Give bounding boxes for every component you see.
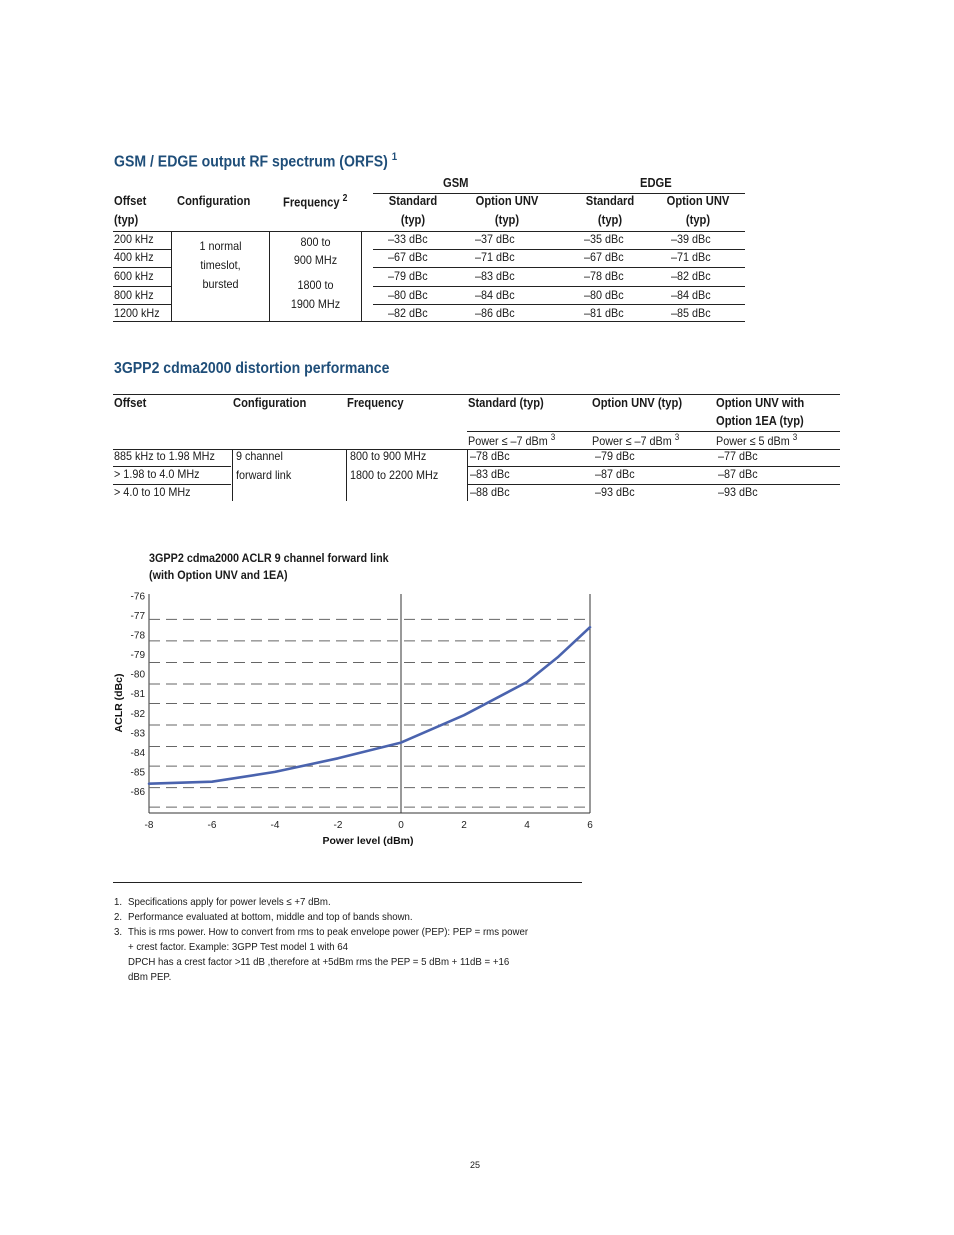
edge-col-unv: Option UNV [666,193,730,208]
footnote-text: This is rms power. How to convert from rms to peak envelope power (PEP): PEP = rms power [128,926,529,938]
y-tick-label: -83 [130,728,145,740]
gsm-unv-cell: –86 dBc [475,306,515,320]
footnote-text: Performance evaluated at bottom, middle and top of bands shown. [128,911,413,923]
gsm-config-line: 1 normal [199,239,242,253]
footnote-number: 3. [114,926,123,938]
gsm-col-offset-sub: (typ) [114,212,139,227]
gsm-std-cell: –67 dBc [388,250,428,264]
gsm-col-std: Standard [388,193,438,208]
cdma-1ea-cell: –93 dBc [718,485,758,499]
edge-col-std: Standard [585,193,635,208]
gsm-unv-cell: –37 dBc [475,232,515,246]
gsm-section-title: GSM / EDGE output RF spectrum (ORFS) $^1$ [114,151,398,171]
edge-unv-cell: –85 dBc [671,306,711,320]
y-tick-label: -85 [130,767,145,779]
cdma-1ea-cell: –77 dBc [718,449,758,463]
gsm-group-header: GSM [443,175,469,190]
edge-group-header: EDGE [640,175,672,190]
gsm-std-cell: –33 dBc [388,232,428,246]
footnote-text: DPCH has a crest factor >11 dB ,therefore at +5dBm rms the PEP = 5 dBm + 11dB = +16 [128,956,510,968]
cdma-std-cell: –78 dBc [470,449,510,463]
cdma-offset-cell: > 1.98 to 4.0 MHz [114,467,200,481]
x-tick-label: 2 [461,820,467,831]
y-axis-label: ACLR (dBc) [113,673,125,733]
x-axis-label: Power level (dBm) [322,835,414,847]
gsm-unv-cell: –84 dBc [475,288,515,302]
gsm-std-cell: –82 dBc [388,306,428,320]
cdma-power-1ea: Power ≤ 5 dBm $^3$ [716,432,798,448]
gsm-std-cell: –80 dBc [388,288,428,302]
x-tick-label: 0 [398,820,404,831]
edge-unv-cell: –71 dBc [671,250,711,264]
cdma-freq-line: 1800 to 2200 MHz [350,468,439,482]
cdma-config-line: forward link [236,468,292,482]
gsm-freq-line: 1800 to [297,278,334,292]
gsm-col-std-sub: (typ) [400,212,426,227]
cdma-unv-cell: –87 dBc [595,467,635,481]
aclr-series-line [149,627,590,784]
cdma-col-config: Configuration [233,395,307,410]
y-tick-label: -79 [130,650,145,662]
gsm-std-cell: –79 dBc [388,269,428,283]
edge-std-cell: –67 dBc [584,250,624,264]
y-tick-label: -78 [130,630,145,642]
gsm-unv-cell: –71 dBc [475,250,515,264]
cdma-std-cell: –88 dBc [470,485,510,499]
footnote-text: dBm PEP. [128,971,172,983]
edge-col-unv-sub: (typ) [685,212,711,227]
cdma-power-std: Power ≤ –7 dBm $^3$ [468,432,556,448]
gsm-col-config: Configuration [177,193,251,208]
cdma-std-cell: –83 dBc [470,467,510,481]
cdma-offset-cell: 885 kHz to 1.98 MHz [114,449,215,463]
footnote-rule [113,882,582,883]
cdma-col-1ea: Option UNV with [716,395,805,410]
gsm-freq-line: 900 MHz [293,253,338,267]
gsm-offset-cell: 400 kHz [114,250,154,264]
cdma-section-title: 3GPP2 cdma2000 distortion performance [114,360,390,377]
edge-std-cell: –35 dBc [584,232,624,246]
cdma-config-line: 9 channel [236,449,283,463]
cdma-col-freq: Frequency [347,395,404,410]
x-tick-label: -4 [270,820,280,831]
gsm-col-freq: Frequency $^2$ [283,193,348,210]
footnote-number: 1. [114,896,123,908]
y-tick-label: -76 [130,591,145,603]
gsm-config-line: timeslot, [200,258,241,272]
cdma-col-unv: Option UNV (typ) [592,395,683,410]
page-number: 25 [470,1160,481,1170]
y-tick-label: -80 [130,669,145,681]
y-tick-label: -86 [130,786,145,798]
y-tick-label: -81 [130,689,145,701]
cdma-freq-line: 800 to 900 MHz [350,449,427,463]
edge-col-std-sub: (typ) [597,212,623,227]
edge-unv-cell: –84 dBc [671,288,711,302]
y-tick-label: -84 [130,747,145,759]
cdma-offset-cell: > 4.0 to 10 MHz [114,485,191,499]
gsm-offset-cell: 200 kHz [114,232,154,246]
footnote-text: + crest factor. Example: 3GPP Test model 1 with 64 [128,941,349,953]
gsm-freq-line: 800 to [300,235,331,249]
gsm-offset-cell: 600 kHz [114,269,154,283]
gsm-offset-cell: 1200 kHz [114,306,160,320]
x-tick-label: 6 [587,820,593,831]
cdma-col-offset: Offset [114,395,147,410]
edge-std-cell: –78 dBc [584,269,624,283]
y-tick-label: -82 [130,708,145,720]
x-tick-label: -8 [144,820,154,831]
cdma-col-1ea-line2: Option 1EA (typ) [716,413,804,428]
footnote-text: Specifications apply for power levels ≤ +7 dBm. [128,896,331,908]
gsm-config-line: bursted [202,277,239,291]
x-tick-label: -6 [207,820,217,831]
footnote-number: 2. [114,911,123,923]
y-tick-label: -77 [130,611,145,623]
x-tick-label: 4 [524,820,530,831]
edge-std-cell: –81 dBc [584,306,624,320]
cdma-col-std: Standard (typ) [468,395,544,410]
chart-subtitle: (with Option UNV and 1EA) [149,568,288,582]
gsm-freq-line: 1900 MHz [290,297,341,311]
cdma-unv-cell: –79 dBc [595,449,635,463]
edge-std-cell: –80 dBc [584,288,624,302]
gsm-offset-cell: 800 kHz [114,288,154,302]
edge-unv-cell: –82 dBc [671,269,711,283]
gsm-col-unv: Option UNV [475,193,539,208]
gsm-unv-cell: –83 dBc [475,269,515,283]
x-tick-label: -2 [333,820,343,831]
gsm-col-offset: Offset [114,193,147,208]
cdma-1ea-cell: –87 dBc [718,467,758,481]
edge-unv-cell: –39 dBc [671,232,711,246]
chart-title: 3GPP2 cdma2000 ACLR 9 channel forward link [149,551,389,565]
cdma-unv-cell: –93 dBc [595,485,635,499]
gsm-col-unv-sub: (typ) [494,212,520,227]
cdma-power-unv: Power ≤ –7 dBm $^3$ [592,432,680,448]
